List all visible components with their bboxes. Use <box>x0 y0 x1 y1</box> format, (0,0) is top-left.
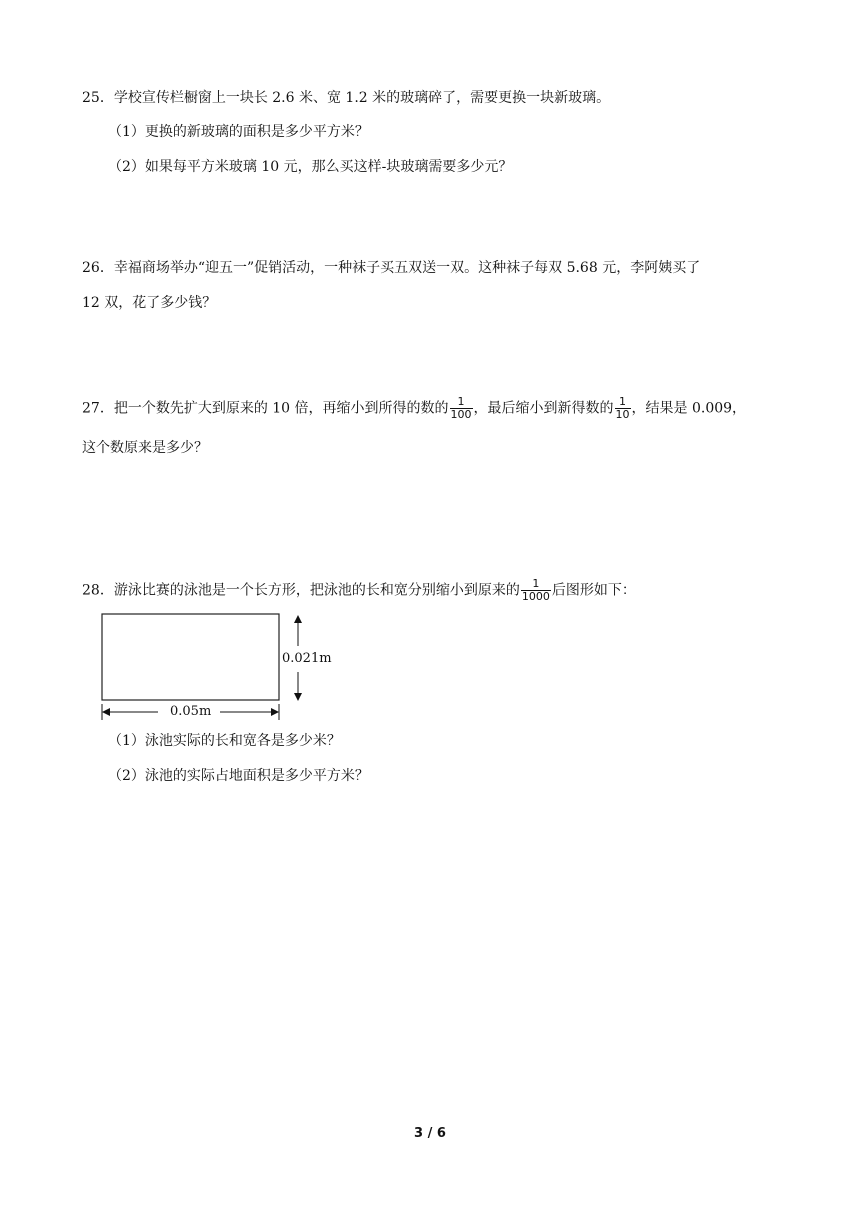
q27-text-part2: ，最后缩小到新得数的 <box>473 400 614 417</box>
pool-figure-svg <box>96 608 346 724</box>
q26-line1: 26．幸福商场举办“迎五一”促销活动，一种袜子买五双送一双。这种袜子每双 5.68 元，李阿姨买了 <box>82 260 701 276</box>
q28-fraction <box>521 578 551 603</box>
q28-fraction-numerator: 1 <box>521 578 551 591</box>
pool-height-label: 0.021m <box>282 651 332 666</box>
q27-line2: 这个数原来是多少？ <box>82 440 208 456</box>
q28-text-part1: 28．游泳比赛的泳池是一个长方形，把泳池的长和宽分别缩小到原来的 <box>82 582 520 599</box>
q28-fraction-denominator: 1000 <box>521 590 550 603</box>
pool-rectangle <box>102 614 279 700</box>
pool-width-label: 0.05m <box>170 704 212 719</box>
q28-sub2: （2）泳池的实际占地面积是多少平方米？ <box>108 768 369 784</box>
q25-sub1: （1）更换的新玻璃的面积是多少平方米？ <box>108 124 369 140</box>
q28-stem <box>82 578 636 603</box>
q25-stem: 25．学校宣传栏橱窗上一块长 2.6 米、宽 1.2 米的玻璃碎了，需要更换一块新玻璃。 <box>82 90 611 106</box>
q27-fraction-1-denominator: 100 <box>450 408 472 421</box>
q27-fraction-1 <box>450 396 473 421</box>
q27-fraction-2-denominator: 10 <box>615 408 630 421</box>
q25-sub2: （2）如果每平方米玻璃 10 元，那么买这样-块玻璃需要多少元？ <box>108 159 513 175</box>
q27-fraction-1-numerator: 1 <box>450 396 473 409</box>
q27-text-part1: 27．把一个数先扩大到原来的 10 倍，再缩小到所得的数的 <box>82 400 449 417</box>
page-number: 3 / 6 <box>414 1126 446 1141</box>
q28-sub1: （1）泳池实际的长和宽各是多少米？ <box>108 733 341 749</box>
q27-text-part3: ，结果是 0.009， <box>631 400 747 417</box>
q26-line2: 12 双，花了多少钱？ <box>82 295 217 311</box>
q28-text-part2: 后图形如下： <box>551 582 636 599</box>
q27-line1 <box>82 396 746 421</box>
q27-fraction-2 <box>615 396 631 421</box>
q27-fraction-2-numerator: 1 <box>615 396 631 409</box>
pool-figure <box>96 608 346 724</box>
